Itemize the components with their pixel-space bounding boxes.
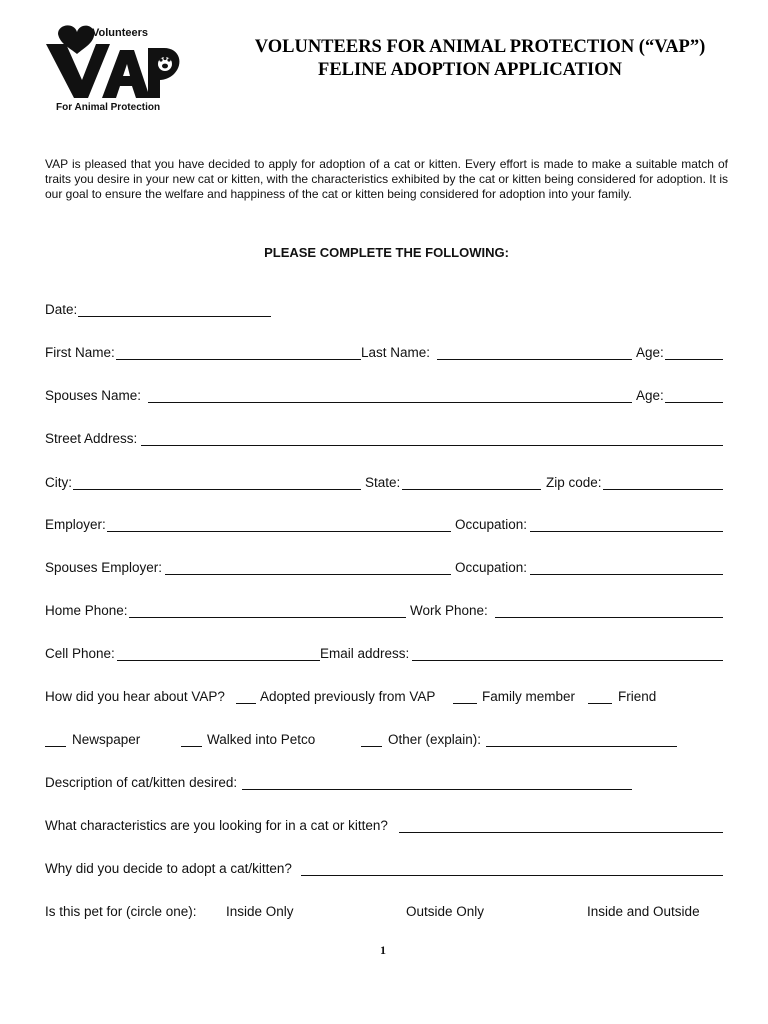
employer-label: Employer: (45, 517, 106, 532)
description-label: Description of cat/kitten desired: (45, 775, 238, 790)
family-member-check[interactable] (453, 703, 477, 704)
inside-only-option[interactable]: Inside Only (226, 904, 294, 919)
spouse-occupation-field[interactable] (530, 574, 723, 575)
why-adopt-field[interactable] (301, 875, 723, 876)
street-row (45, 430, 728, 448)
name-row (45, 344, 728, 362)
email-field[interactable] (412, 660, 723, 661)
first-name-field[interactable] (116, 359, 361, 360)
spouse-row (45, 387, 728, 405)
pet-for-row (45, 903, 728, 921)
section-heading: PLEASE COMPLETE THE FOLLOWING: (264, 245, 509, 260)
logo-tagline: For Animal Protection (56, 102, 161, 113)
adopted-previously-check[interactable] (236, 703, 256, 704)
newspaper-check[interactable] (45, 746, 66, 747)
other-check[interactable] (361, 746, 382, 747)
zip-field[interactable] (603, 489, 723, 490)
description-row (45, 774, 728, 792)
logo-letter-a (102, 50, 150, 98)
characteristics-row (45, 817, 728, 835)
phone-row (45, 602, 728, 620)
cell-phone-field[interactable] (117, 660, 320, 661)
logo-volunteers-text: Volunteers (92, 27, 149, 39)
employer-row (45, 516, 728, 534)
hear-about-label: How did you hear about VAP? (45, 689, 225, 704)
characteristics-field[interactable] (399, 832, 723, 833)
spouses-name-label: Spouses Name: (45, 388, 142, 403)
spouses-name-field[interactable] (148, 402, 632, 403)
date-field[interactable] (78, 316, 271, 317)
age-field[interactable] (665, 359, 723, 360)
last-name-label: Last Name: (361, 345, 431, 360)
logo-letter-p (148, 48, 179, 98)
spouse-employer-row (45, 559, 728, 577)
family-member-option: Family member (482, 689, 576, 704)
form-title-line1: VOLUNTEERS FOR ANIMAL PROTECTION (“VAP”) (254, 37, 706, 57)
why-adopt-row (45, 860, 728, 878)
last-name-field[interactable] (437, 359, 632, 360)
work-phone-label: Work Phone: (410, 603, 488, 618)
city-label: City: (45, 475, 72, 490)
pet-for-label: Is this pet for (circle one): (45, 904, 197, 919)
first-name-label: First Name: (45, 345, 115, 360)
description-field[interactable] (242, 789, 632, 790)
cell-phone-label: Cell Phone: (45, 646, 115, 661)
outside-only-option[interactable]: Outside Only (406, 904, 485, 919)
state-field[interactable] (402, 489, 541, 490)
work-phone-field[interactable] (495, 617, 723, 618)
age-label: Age: (636, 345, 664, 360)
other-explain-field[interactable] (486, 746, 677, 747)
spouses-employer-label: Spouses Employer: (45, 560, 163, 575)
friend-check[interactable] (588, 703, 612, 704)
spouse-occupation-label: Occupation: (455, 560, 528, 575)
city-field[interactable] (73, 489, 361, 490)
petco-option: Walked into Petco (207, 732, 316, 747)
other-option: Other (explain): (388, 732, 482, 747)
email-label: Email address: (320, 646, 410, 661)
spouses-employer-field[interactable] (165, 574, 451, 575)
hear-about-row-2 (45, 731, 728, 749)
occupation-label: Occupation: (455, 517, 528, 532)
newspaper-option: Newspaper (72, 732, 141, 747)
friend-option: Friend (618, 689, 657, 704)
state-label: State: (365, 475, 401, 490)
spouse-age-label: Age: (636, 388, 664, 403)
intro-paragraph: VAP is pleased that you have decided to apply for adoption of a cat or kitten. Every effort is made to make a suitable match of traits you desire in your new cat or kitten, with the characteristics exhibited by the cat or kitten being considered for adoption. It is our goal to ensure the welfare and happiness of the cat or kitten being considered for adoption into your family. (45, 157, 728, 201)
street-address-label: Street Address: (45, 431, 138, 446)
spouse-age-field[interactable] (665, 402, 723, 403)
why-adopt-label: Why did you decide to adopt a cat/kitten? (45, 861, 292, 876)
date-label: Date: (45, 302, 78, 317)
inside-and-outside-option[interactable]: Inside and Outside (587, 904, 700, 919)
occupation-field[interactable] (530, 531, 723, 532)
street-address-field[interactable] (141, 445, 723, 446)
characteristics-label: What characteristics are you looking for in a cat or kitten? (45, 818, 388, 833)
page-number: 1 (380, 943, 386, 957)
cell-email-row (45, 645, 728, 663)
zip-label: Zip code: (546, 475, 602, 490)
petco-check[interactable] (181, 746, 202, 747)
city-row (45, 474, 728, 492)
home-phone-field[interactable] (129, 617, 406, 618)
adopted-previously-option: Adopted previously from VAP (260, 689, 436, 704)
form-title-line2: FELINE ADOPTION APPLICATION (318, 60, 622, 80)
home-phone-label: Home Phone: (45, 603, 128, 618)
employer-field[interactable] (107, 531, 451, 532)
hear-about-row (45, 688, 728, 706)
